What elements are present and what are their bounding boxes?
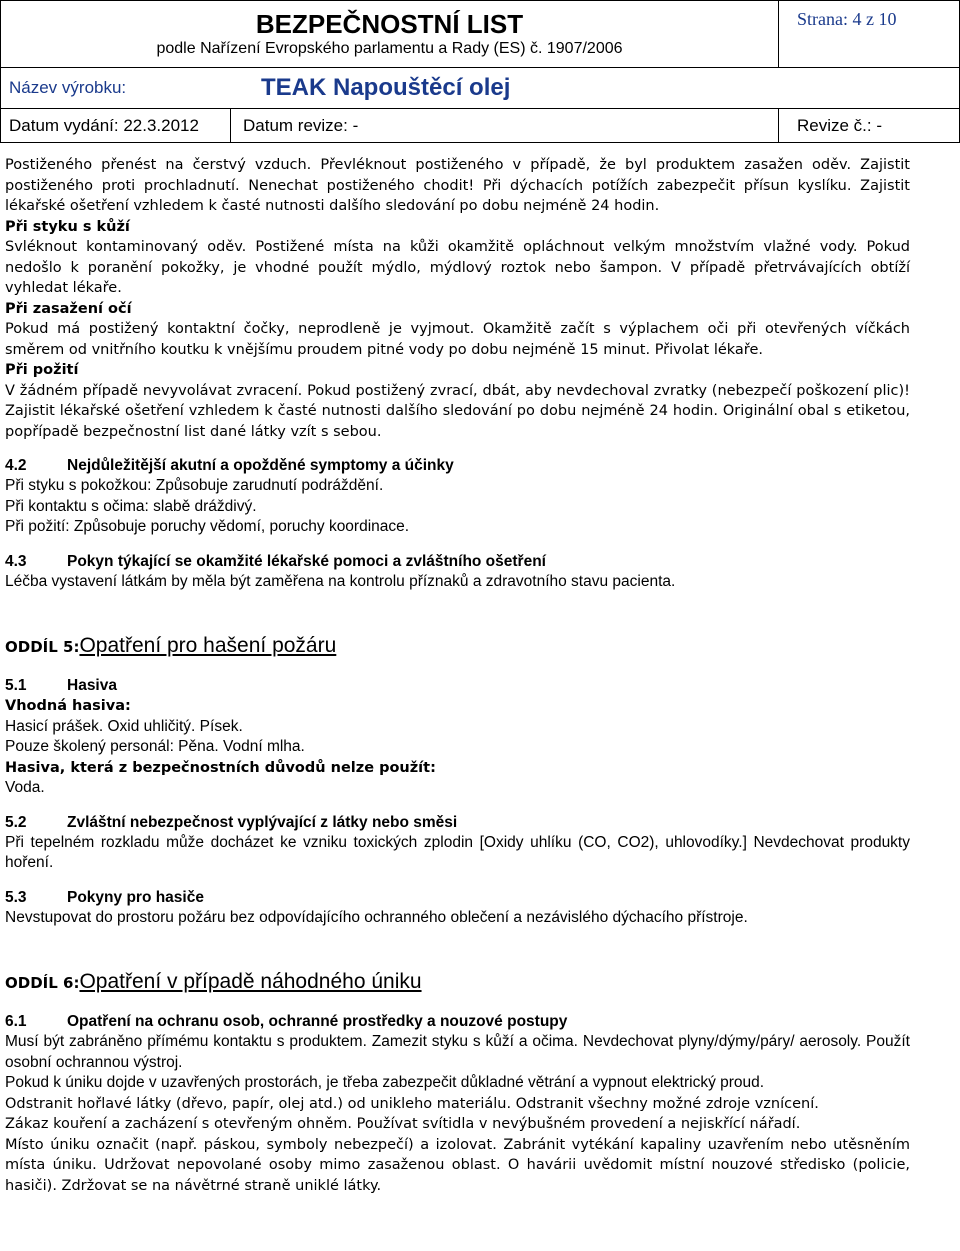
s51-line-1: Hasicí prášek. Oxid uhličitý. Písek. — [5, 717, 243, 735]
section-5-3-heading: 5.3 Pokyny pro hasiče — [5, 888, 204, 906]
s61-paragraph-3: Odstranit hořlavé látky (dřevo, papír, olej atd.) od unikleho materiálu. Odstranit všechny možné zdroje vznícení. — [5, 1095, 819, 1112]
s61-paragraph-1: Musí být zabráněno přímému kontaktu s produktem. Zamezit styku s kůží a očima. Nevdechovat plyny/dýmy/páry/ aerosoly. Použít osobní ochrannou výstroj. — [5, 1033, 910, 1071]
section-5-1-heading: 5.1 Hasiva — [5, 677, 117, 694]
skin-paragraph: Svléknout kontaminovaný oděv. Postižené místa na kůži okamžitě opláchnout velkým množstvím vlažné vody. Pokud nedošlo k poranění pokožky, je vhodné použít mýdlo, mýdlový roztok nebo šampon. V případě přetrvávajících obtíží vyhledat lékaře. — [5, 239, 910, 296]
section-4-3-heading: 4.3 Pokyn týkající se okamžité lékařské pomoci a zvláštního ošetření — [5, 552, 546, 570]
eye-paragraph: Pokud má postižený kontaktní čočky, neprodleně je vyjmout. Okamžitě začít s výplachem oči při otevřených víčkách směrem od vnitřního koutku k vnějšímu proudem pitné vody po dobu nejméně 15 minut. Přivolat lékaře. — [5, 321, 910, 358]
s51-line-3: Voda. — [5, 779, 45, 796]
unsuitable-media-heading: Hasiva, která z bezpečnostních důvodů nelze použít: — [5, 759, 436, 776]
s61-paragraph-5: Místo úniku označit (např. páskou, symboly nebezpečí) a izolovat. Zabránit vytékání kapaliny uzavřením nebo utěsněním místa úniku. Udržovat nepovolané osoby mimo zasaženou oblast. O havárii uvědomit místní nouzové středisko (policie, hasiči). Zdržovat se na návětrné straně uniklé látky. — [5, 1136, 910, 1194]
suitable-media-heading: Vhodná hasiva: — [5, 698, 131, 714]
document-subtitle: podle Nařízení Evropského parlamentu a Rady (ES) č. 1907/2006 — [156, 40, 623, 57]
eye-heading: Při zasažení očí — [5, 300, 132, 317]
s52-paragraph: Při tepelném rozkladu může docházet ke vzniku toxických zplodin [Oxidy uhlíku (CO, CO2), uhlovodíky.] Nevdechovat produkty hoření. — [5, 833, 910, 871]
s53-paragraph: Nevstupovat do prostoru požáru bez odpovídajícího ochranného oblečení a nezávislého dýchacího přístroje. — [5, 908, 748, 926]
skin-heading: Při styku s kůží — [5, 218, 130, 235]
header-title-cell — [1, 1, 779, 67]
page-number: Strana: 4 z 10 — [797, 9, 897, 29]
document-title: BEZPEČNOSTNÍ LIST — [255, 9, 524, 39]
s43-paragraph: Léčba vystavení látkám by měla být zaměřena na kontrolu příznaků a zdravotního stavu pacienta. — [5, 572, 676, 590]
document-header — [0, 0, 960, 143]
s61-paragraph-2: Pokud k úniku dojde v uzavřených prostorách, je třeba zabezpečit důkladné větrání a vypnout elektrický proud. — [5, 1074, 765, 1091]
header-dates-row — [1, 109, 959, 142]
header-title-row — [1, 1, 959, 68]
section-6-title: ODDÍL 6: Opatření v případě náhodného úniku — [5, 970, 422, 993]
s42-line-2: Při kontaktu s očima: slabě dráždivý. — [5, 497, 257, 515]
section-6-1-heading: 6.1 Opatření na ochranu osob, ochranné prostředky a nouzové postupy — [5, 1013, 568, 1030]
header-product-row — [1, 68, 959, 109]
s42-line-3: Při požití: Způsobuje poruchy vědomí, poruchy koordinace. — [5, 518, 410, 535]
revision-date: Datum revize: - — [231, 109, 779, 142]
s61-paragraph-4: Zákaz kouření a zacházení s otevřeným ohněm. Používat svítidla v nevýbušném provedení a nejiskřící nářadí. — [5, 1116, 801, 1132]
intro-paragraph: Postiženého přenést na čerstvý vzduch. Převléknout postiženého v případě, že byl produktem zasažen oděv. Zajistit postiženého proti prochladnutí. Nenechat postiženého chodit! Při dýchacích potížích zabezpečit přísun kyslíku. Zajistit lékařské ošetření vzhledem k časté nutnosti dalšího sledování po dobu nejméně 24 hodin. — [5, 157, 910, 214]
revision-number: Revize č.: - — [797, 115, 883, 135]
ingestion-paragraph: V žádném případě nevyvolávat zvracení. Pokud postižený zvrací, dbát, aby nevdechoval zvratky (nebezpečí poškození plic)! Zajistit lékařské ošetření vzhledem k časté nutnosti dalšího sledování po dobu nejméně 24 hodin. Originální obal s etiketou, popřípadě bezpečnostní list dané látky vzít s sebou. — [5, 382, 910, 440]
product-name: TEAK Napouštěcí olej — [261, 74, 511, 101]
issue-date: Datum vydání: 22.3.2012 — [1, 109, 231, 142]
section-5-title: ODDÍL 5: Opatření pro hašení požáru — [5, 634, 337, 657]
s42-line-1: Při styku s pokožkou: Způsobuje zarudnutí podráždění. — [5, 477, 384, 494]
product-label: Název výrobku: — [9, 78, 127, 97]
ingestion-heading: Při požití — [5, 362, 79, 378]
section-4-2-heading: 4.2 Nejdůležitější akutní a opožděné symptomy a účinky — [5, 457, 454, 474]
document-body — [5, 155, 910, 1196]
section-5-2-heading: 5.2 Zvláštní nebezpečnost vyplývající z látky nebo směsi — [5, 813, 458, 831]
s51-line-2: Pouze školený personál: Pěna. Vodní mlha. — [5, 738, 305, 755]
